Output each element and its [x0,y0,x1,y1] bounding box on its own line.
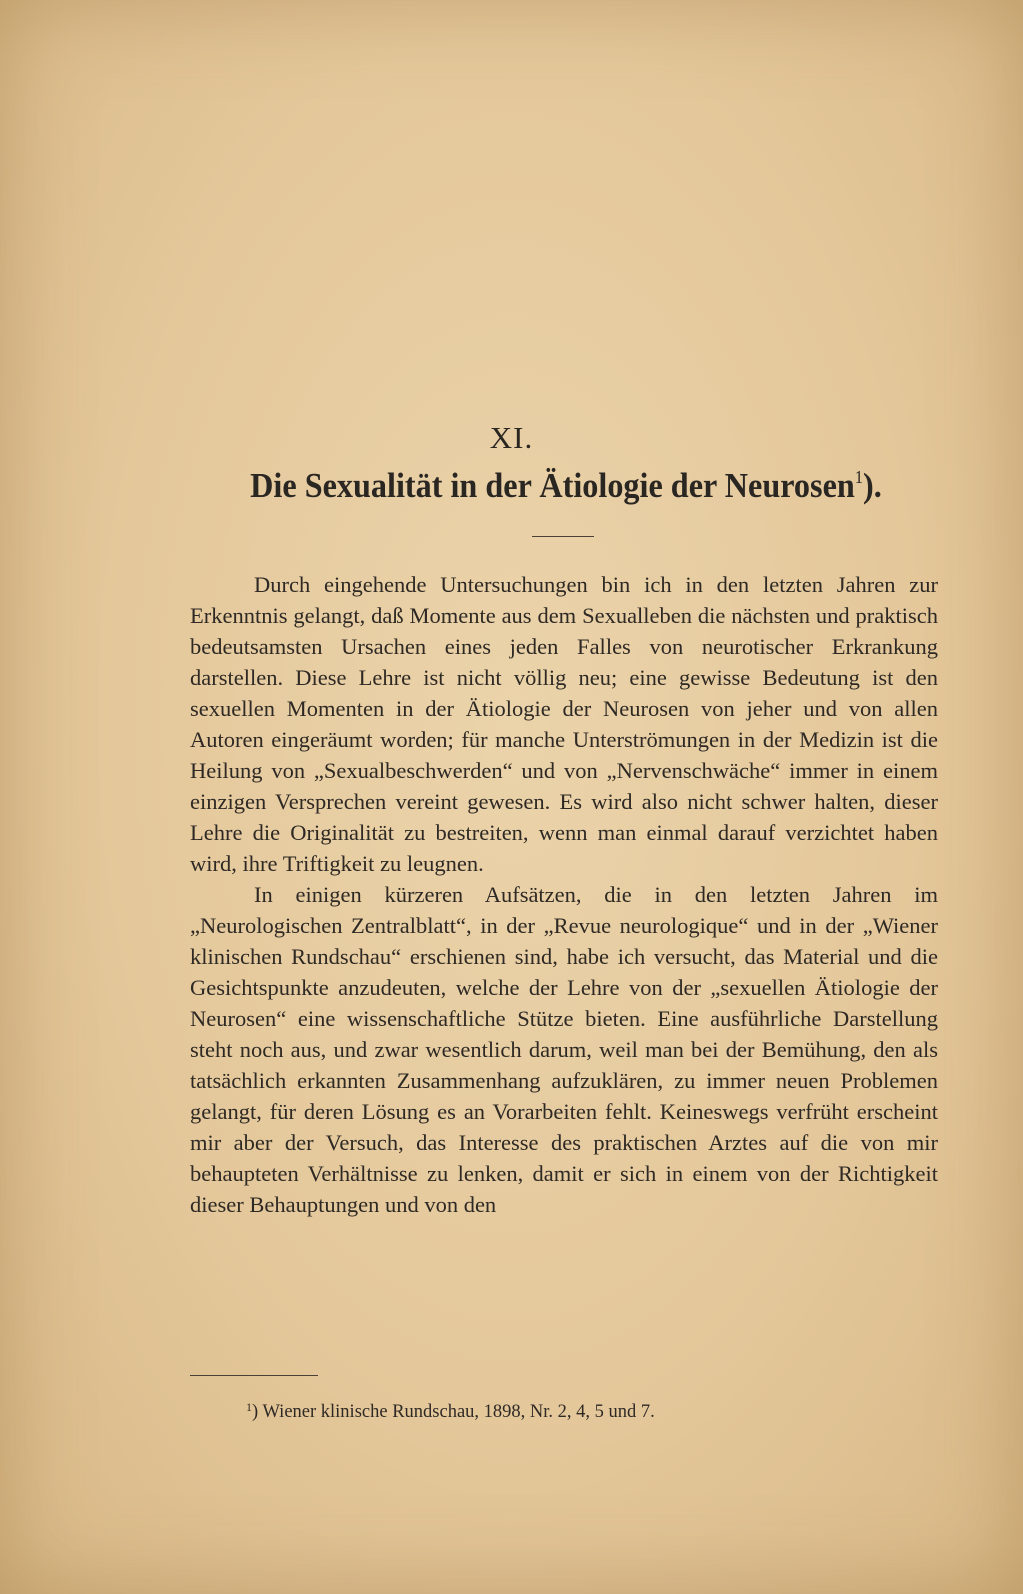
footnote-divider [190,1375,318,1376]
title-divider [532,536,594,537]
body-text [190,569,938,1220]
title-footnote-mark: 1 [854,467,864,487]
chapter-title [216,466,915,506]
chapter-title-text: Die Sexualität in der Ätiologie der Neurosen [250,466,855,505]
footnote-mark: 1 [246,1400,252,1414]
paragraph-1: Durch eingehende Untersuchungen bin ich in den letzten Jahren zur Erkenntnis gelangt, daß Momente aus dem Sexualleben die nächsten und praktisch bedeutsamsten Ursachen eines jeden Falles von neurotischer Erkrankung darstellen. Diese Lehre ist nicht völlig neu; eine gewisse Bedeutung ist den sexuellen Momenten in der Ätiologie der Neurosen von jeher und von allen Autoren eingeräumt worden; für manche Unterströmungen in der Medizin ist die Heilung von „Sexualbeschwerden“ und von „Nervenschwäche“ immer in einem einzigen Versprechen vereint gewesen. Es wird also nicht schwer halten, dieser Lehre die Originalität zu bestreiten, wenn man einmal darauf verzichtet haben wird, ihre Triftigkeit zu leugnen. [190,572,938,876]
paragraph-2: In einigen kürzeren Aufsätzen, die in den letzten Jahren im „Neurologischen Zentralblatt“, in der „Revue neurologique“ und in der „Wiener klinischen Rundschau“ erschienen sind, habe ich versucht, das Material und die Gesichtspunkte anzudeuten, welche der Lehre von der „sexuellen Ätiologie der Neurosen“ eine wissenschaftliche Stütze bieten. Eine ausführliche Darstellung steht noch aus, und zwar wesentlich darum, weil man bei der Bemühung, den als tatsächlich erkannten Zusammenhang aufzuklären, zu immer neuen Problemen gelangt, für deren Lösung es an Vorarbeiten fehlt. Keineswegs verfrüht erscheint mir aber der Versuch, das Interesse des praktischen Arztes auf die von mir behaupteten Verhältnisse zu lenken, damit er sich in einem von der Richtigkeit dieser Behauptungen und von den [190,882,938,1217]
title-end: ). [863,466,882,505]
footnote-text: Wiener klinische Rundschau, 1898, Nr. 2, 4, 5 und 7. [258,1402,655,1422]
chapter-number: XI. [489,420,534,455]
footnote [246,1395,946,1424]
footnote-mark-end: ) [252,1402,259,1422]
